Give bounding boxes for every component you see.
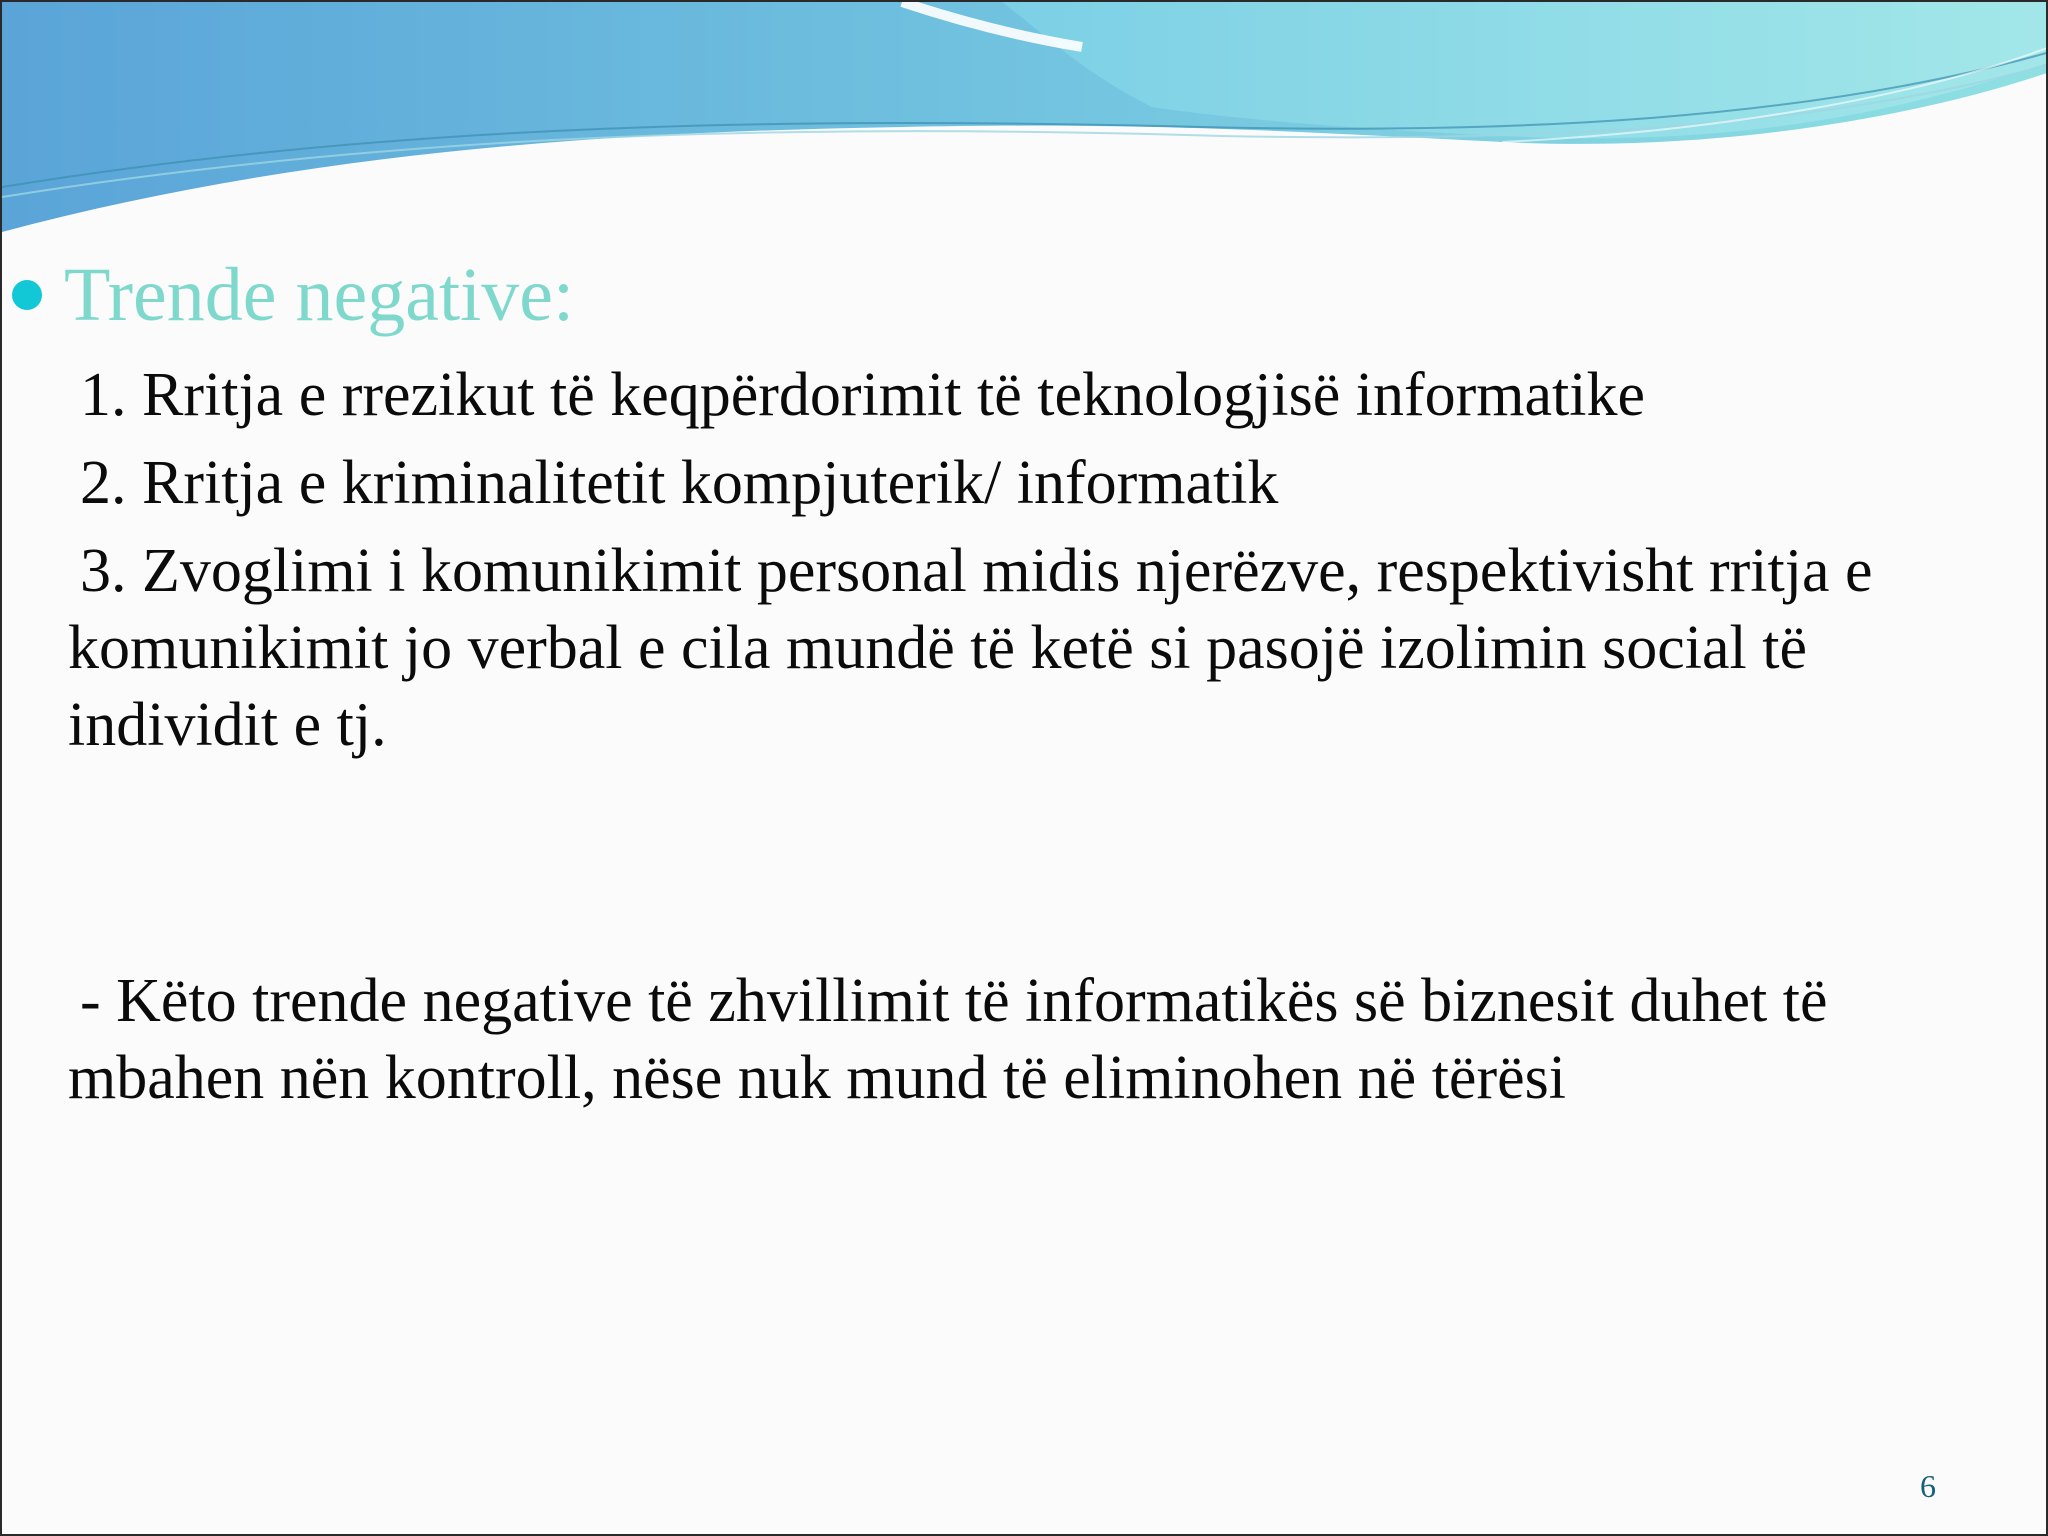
heading-row <box>12 250 574 340</box>
page-number: 6 <box>1920 1468 1936 1504</box>
list-item: 1. Rritja e rrezikut të keqpërdorimit të teknologjisë informatike <box>80 361 1646 429</box>
numbered-list <box>68 357 1968 764</box>
list-item: 2. Rritja e kriminalitetit kompjuterik/ informatik <box>80 449 1279 517</box>
slide-content <box>2 2 2048 1536</box>
bullet-dot-icon <box>12 280 42 310</box>
list-item: 3. Zvoglimi i komunikimit personal midis njerëzve, respektivisht rritja e komunikimit jo verbal e cila mundë të ketë si pasojë izolimin social të individit e tj. <box>68 537 1873 759</box>
conclusion-note: - Këto trende negative të zhvillimit të informatikës së biznesit duhet të mbahen nën kontroll, nëse nuk mund të eliminohen në tërësi <box>68 967 1828 1112</box>
slide-heading: Trende negative: <box>64 253 575 337</box>
